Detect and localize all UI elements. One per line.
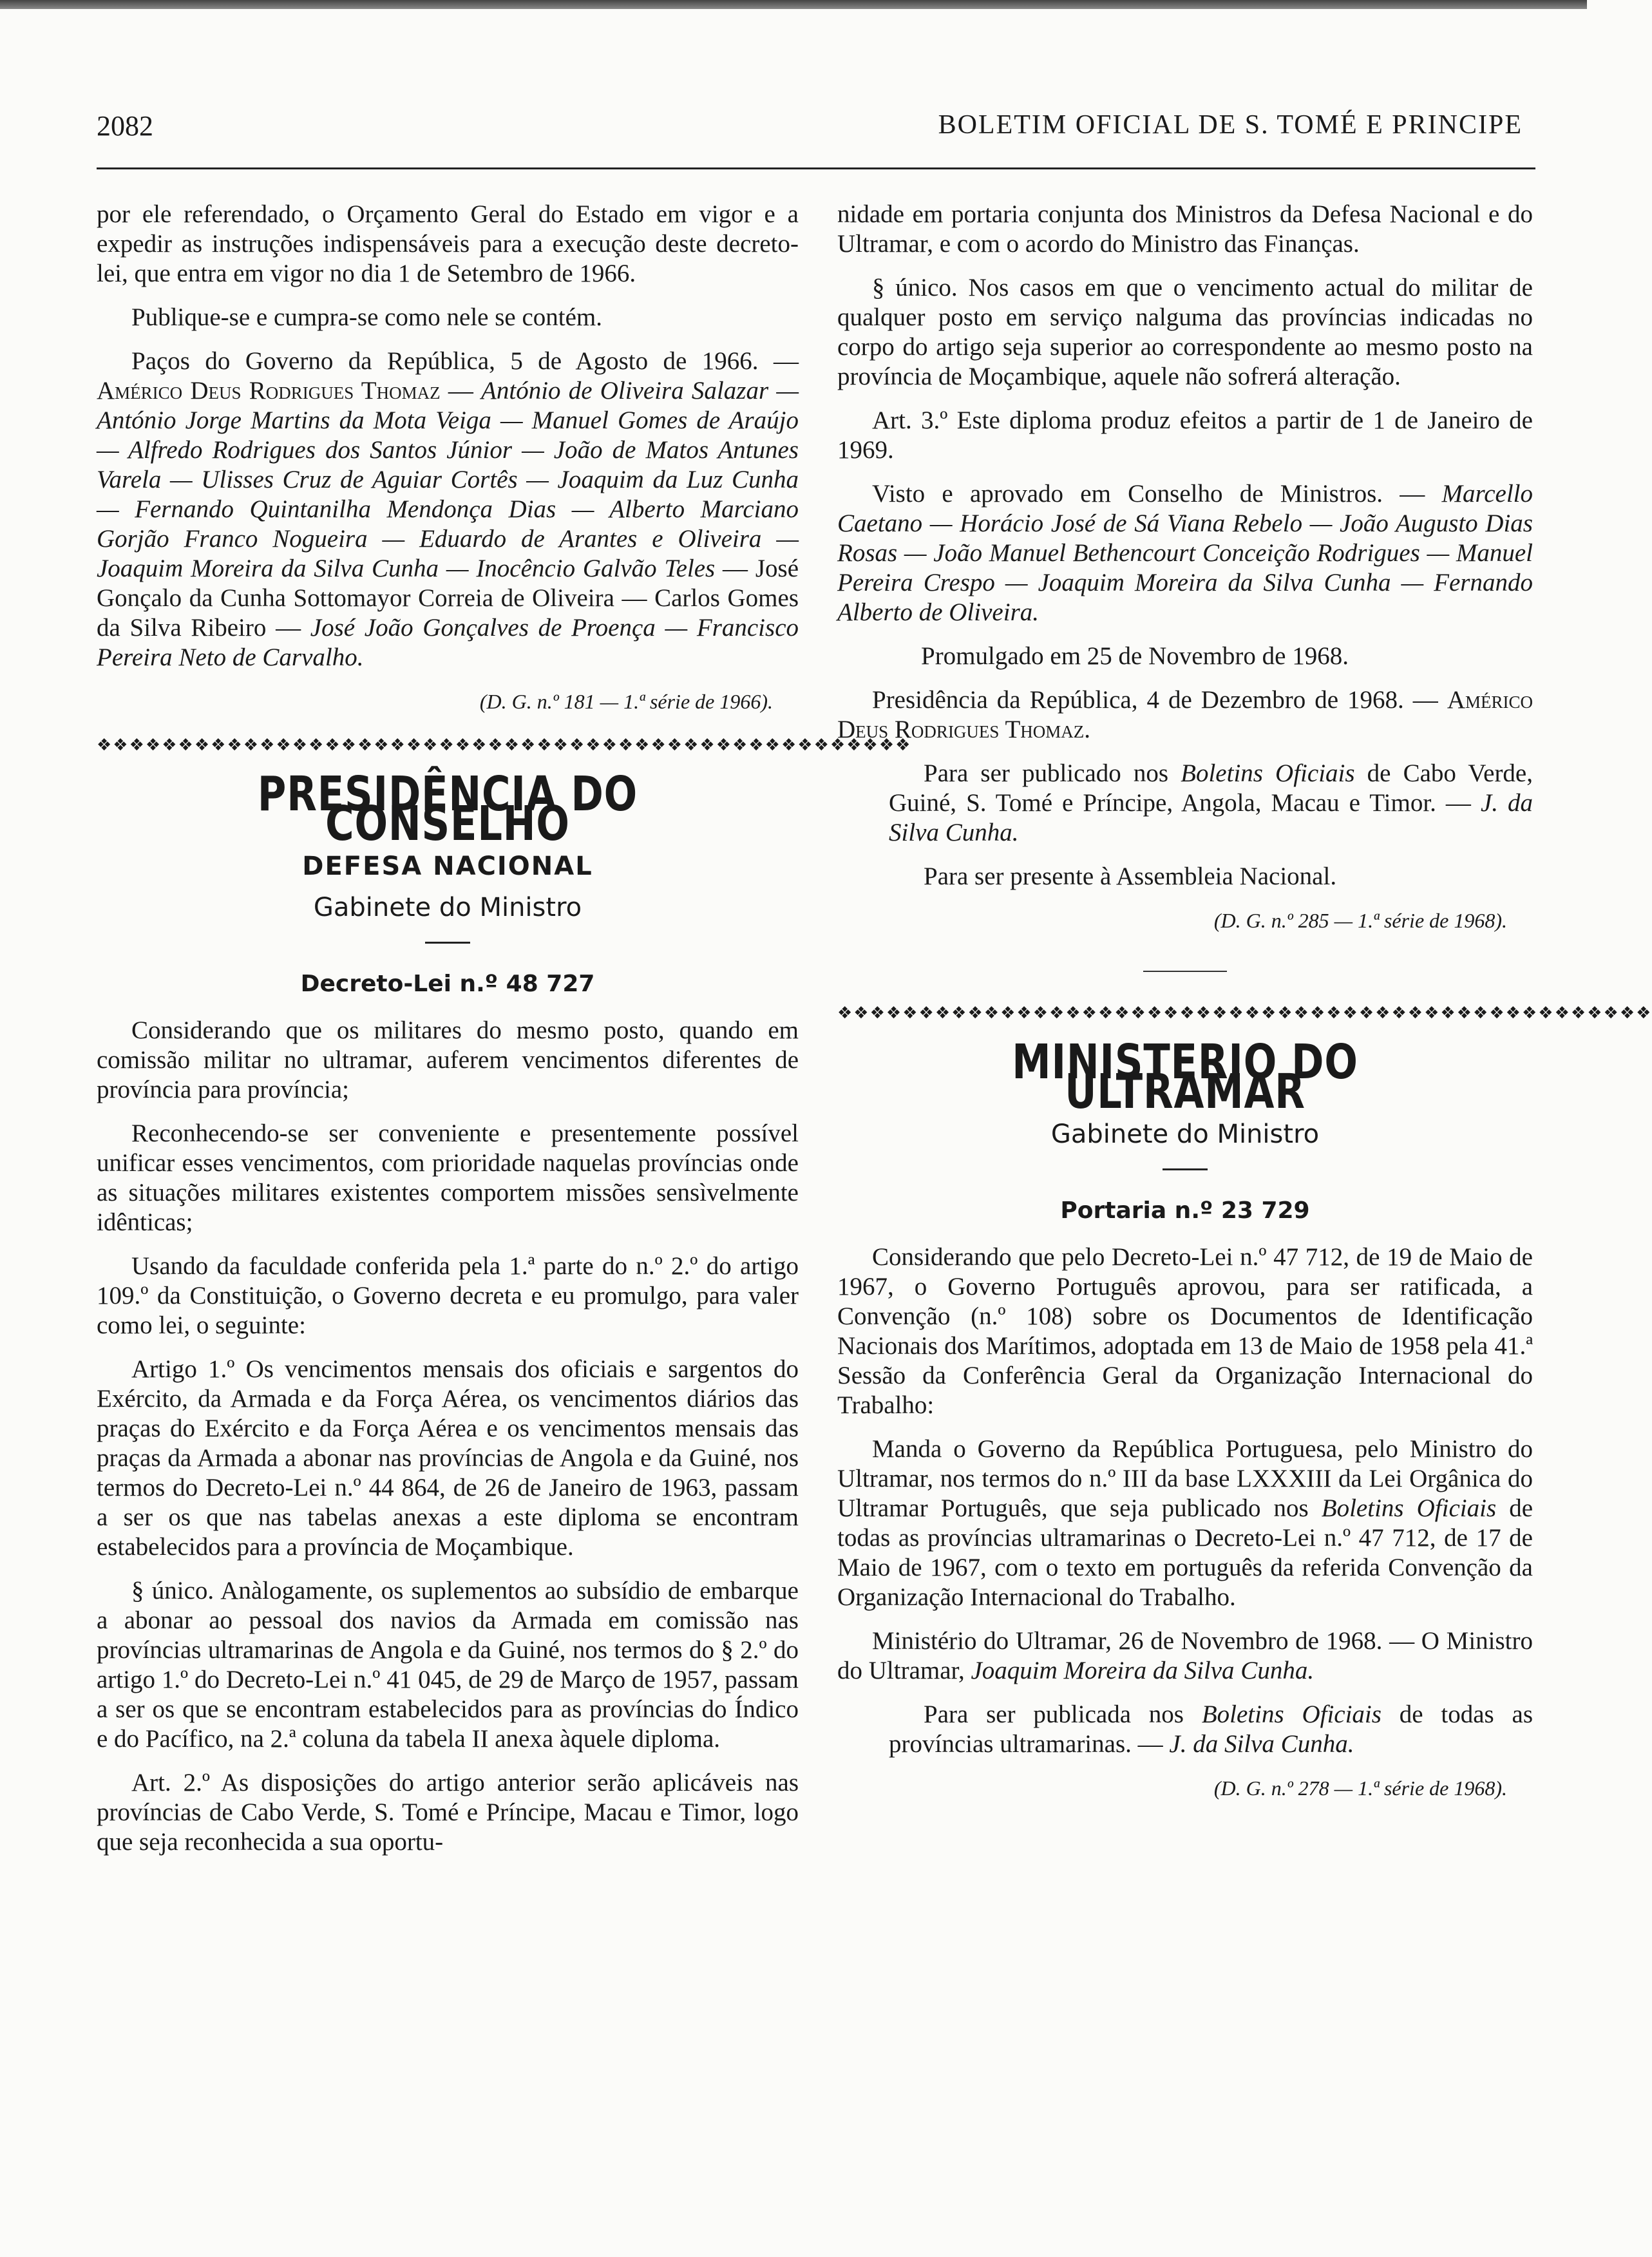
left-column xyxy=(97,200,912,1871)
section-title: MINISTERIO DO ULTRAMAR xyxy=(1012,1034,1358,1119)
paragraph: Usando da faculdade conferida pela 1.ª parte do n.º 2.º do artigo 109.º da Constituição, o Governo decreta e eu promulgo, para valer como lei, o seguinte: xyxy=(97,1252,799,1339)
signature: J. da Silva Cunha. xyxy=(889,789,1533,846)
signature: J. da Silva Cunha. xyxy=(1169,1730,1354,1758)
minister-names: José João Gonçalves de Proença — Francisco Pereira Neto de Carvalho. xyxy=(97,614,799,671)
article-paragraph: Artigo 1.º Os vencimentos mensais dos oficiais e sargentos do Exército, da Armada e da Força Aérea, os vencimentos diários das praças do Exército e da Força Aérea e os vencimentos mensais das praças da Armada a abonar nas províncias de Angola e da Guiné, nos termos do Decreto-Lei n.º 44 864, de 26 de Janeiro de 1963, passam a ser os que nas tabelas anexas a este diploma se encontram estabelecidos para a província de Moçambique. xyxy=(97,1355,799,1561)
ornament-divider: ❖❖❖❖❖❖❖❖❖❖❖❖❖❖❖❖❖❖❖❖❖❖❖❖❖❖❖❖❖❖❖❖❖❖❖❖❖❖❖❖❖❖❖❖❖❖❖❖❖❖ xyxy=(837,1004,1652,1023)
page-header xyxy=(97,103,1535,142)
office-title: Gabinete do Ministro xyxy=(1050,1119,1320,1149)
paragraph: nidade em portaria conjunta dos Ministros da Defesa Nacional e do Ultramar, e com o acordo do Ministro das Finanças. xyxy=(837,200,1533,258)
gazette-reference: (D. G. n.º 278 — 1.ª série de 1968). xyxy=(1213,1776,1507,1800)
paragraph: § único. Nos casos em que o vencimento actual do militar de qualquer posto em serviço nalguma das províncias indicadas no corpo do artigo seja superior ao correspondente ao mesmo posto na província de Moçambique, aquele não sofrerá alteração. xyxy=(837,274,1533,390)
text: Boletins Oficiais xyxy=(1201,1700,1381,1728)
right-column xyxy=(837,200,1652,1817)
gazette-reference: (D. G. n.º 181 — 1.ª série de 1966). xyxy=(479,690,773,713)
text: Boletins Oficiais xyxy=(1181,759,1355,787)
paragraph: Considerando que os militares do mesmo posto, quando em comissão militar no ultramar, auferem vencimentos diferentes de província para província; xyxy=(97,1016,799,1103)
paragraph: Reconhecendo-se ser conveniente e presentemente possível unificar esses vencimentos, com prioridade naquelas províncias onde as situações militares existentes comportem missões sensìvelmente idênticas; xyxy=(97,1119,799,1236)
minister-names: Marcello Caetano — Horácio José de Sá Viana Rebelo — João Augusto Dias Rosas — João Manuel Bethencourt Conceição Rodrigues — Manuel Pereira Crespo — Joaquim Moreira da Silva Cunha — Fernando Alberto de Oliveira. xyxy=(837,480,1533,626)
president-name: Américo Deus Rodrigues Thomaz xyxy=(97,377,441,405)
text: Paços do Governo da República, 5 de Agosto de 1966. — xyxy=(131,347,799,375)
article-paragraph: Art. 2.º As disposições do artigo anterior serão aplicáveis nas províncias de Cabo Verde, S. Tomé e Príncipe, Macau e Timor, logo que seja reconhecida a sua oportu- xyxy=(97,1769,799,1856)
paragraph: Art. 3.º Este diploma produz efeitos a partir de 1 de Janeiro de 1969. xyxy=(837,406,1533,464)
page-number: 2082 xyxy=(97,110,153,142)
text: Manda o Governo da República Portuguesa, pelo Ministro do Ultramar, nos termos do n.º III da base LXXXIII da Lei Orgânica do Ultramar Português, que seja publicado nos xyxy=(837,1435,1533,1522)
text: Boletins Oficiais xyxy=(1321,1494,1497,1522)
portaria-title: Portaria n.º 23 729 xyxy=(1060,1197,1310,1224)
paragraph: por ele referendado, o Orçamento Geral do Estado em vigor e a expedir as instruções indispensáveis para a execução deste decreto-lei, que entra em vigor no dia 1 de Setembro de 1966. xyxy=(97,200,799,287)
promulgation: Promulgado em 25 de Novembro de 1968. xyxy=(921,642,1349,670)
office-title: Gabinete do Ministro xyxy=(313,893,582,922)
text: — xyxy=(440,377,482,405)
minister-names: António de Oliveira Salazar — António Jorge Martins da Mota Veiga — Manuel Gomes de Araújo — Alfredo Rodrigues dos Santos Júnior — João de Matos Antunes Varela — Ulisses Cruz de Aguiar Cortês — Joaquim da Luz Cunha — Fernando Quintanilha Mendonça Dias — Alberto Marciano Gorjão Franco Nogueira — Eduardo de Arantes e Oliveira — Joaquim Moreira da Silva Cunha — Inocêncio Galvão Teles xyxy=(97,377,799,582)
paragraph xyxy=(837,1626,1533,1686)
text: Para ser publicado nos xyxy=(924,759,1181,787)
text: de Cabo Verde, Guiné, S. Tomé e Príncipe, Angola, Macau e Timor. — xyxy=(889,759,1533,817)
publication-note xyxy=(889,1700,1533,1759)
presidency-paragraph xyxy=(837,685,1533,745)
ornament-divider: ❖❖❖❖❖❖❖❖❖❖❖❖❖❖❖❖❖❖❖❖❖❖❖❖❖❖❖❖❖❖❖❖❖❖❖❖❖❖❖❖❖❖❖❖❖❖❖❖❖❖ xyxy=(97,736,912,755)
signatures-paragraph xyxy=(97,347,799,672)
decree-title: Decreto-Lei n.º 48 727 xyxy=(300,971,595,997)
short-rule xyxy=(425,942,470,944)
paragraph: Considerando que pelo Decreto-Lei n.º 47 712, de 19 de Maio de 1967, o Governo Português aprovou, para ser ratificada, a Convenção (n.º 108) sobre os Documentos de Identificação Nacionais dos Marítimos, adoptada em 13 de Maio de 1958 pela 41.ª Sessão da Conferência Geral da Organização Internacional do Trabalho: xyxy=(837,1243,1533,1419)
text: Visto e aprovado em Conselho de Ministros. — xyxy=(872,480,1442,508)
paragraph: Publique-se e cumpra-se como nele se contém. xyxy=(131,303,603,331)
paragraph xyxy=(837,1434,1533,1612)
publication-note xyxy=(889,759,1533,848)
minister-names: — José Gonçalo da Cunha Sottomayor Correia de Oliveira — Carlos Gomes da Silva Ribeiro — xyxy=(97,555,799,642)
president-name: Américo Deus Rodrigues Thomaz. xyxy=(837,686,1533,743)
assembly-note: Para ser presente à Assembleia Nacional. xyxy=(924,862,1337,890)
text: Para ser publicada nos xyxy=(924,1700,1202,1728)
page-top-border xyxy=(0,0,1587,9)
signature: Joaquim Moreira da Silva Cunha. xyxy=(971,1657,1315,1684)
approval-paragraph xyxy=(837,479,1533,627)
subsection-title: DEFESA NACIONAL xyxy=(302,852,593,881)
article-paragraph: § único. Anàlogamente, os suplementos ao subsídio de embarque a abonar ao pessoal dos navios da Armada em comissão nas províncias ultramarinas de Angola e da Guiné, nos termos do § 2.º do artigo 1.º do Decreto-Lei n.º 41 045, de 29 de Março de 1957, passam a ser os que se encontram estabelecidos para as províncias do Índico e do Pacífico, na 2.ª coluna da tabela II anexa àquele diploma. xyxy=(97,1577,799,1753)
section-title: PRESIDÊNCIA DO CONSELHO xyxy=(257,767,638,852)
text: Presidência da República, 4 de Dezembro de 1968. — xyxy=(872,686,1447,714)
text: de todas as províncias ultramarinas. — xyxy=(889,1700,1533,1758)
short-rule xyxy=(837,949,1533,979)
journal-title: BOLETIM OFICIAL DE S. TOMÉ E PRINCIPE xyxy=(938,110,1523,140)
short-rule xyxy=(1163,1168,1208,1170)
gazette-reference: (D. G. n.º 285 — 1.ª série de 1968). xyxy=(1213,909,1507,932)
text: Ministério do Ultramar, 26 de Novembro de 1968. — O Ministro do Ultramar, xyxy=(837,1627,1533,1684)
text: de todas as províncias ultramarinas o Decreto-Lei n.º 47 712, de 17 de Maio de 1967, com o texto em português da referida Convenção da Organização Internacional do Trabalho. xyxy=(837,1494,1533,1611)
header-rule xyxy=(97,167,1535,169)
